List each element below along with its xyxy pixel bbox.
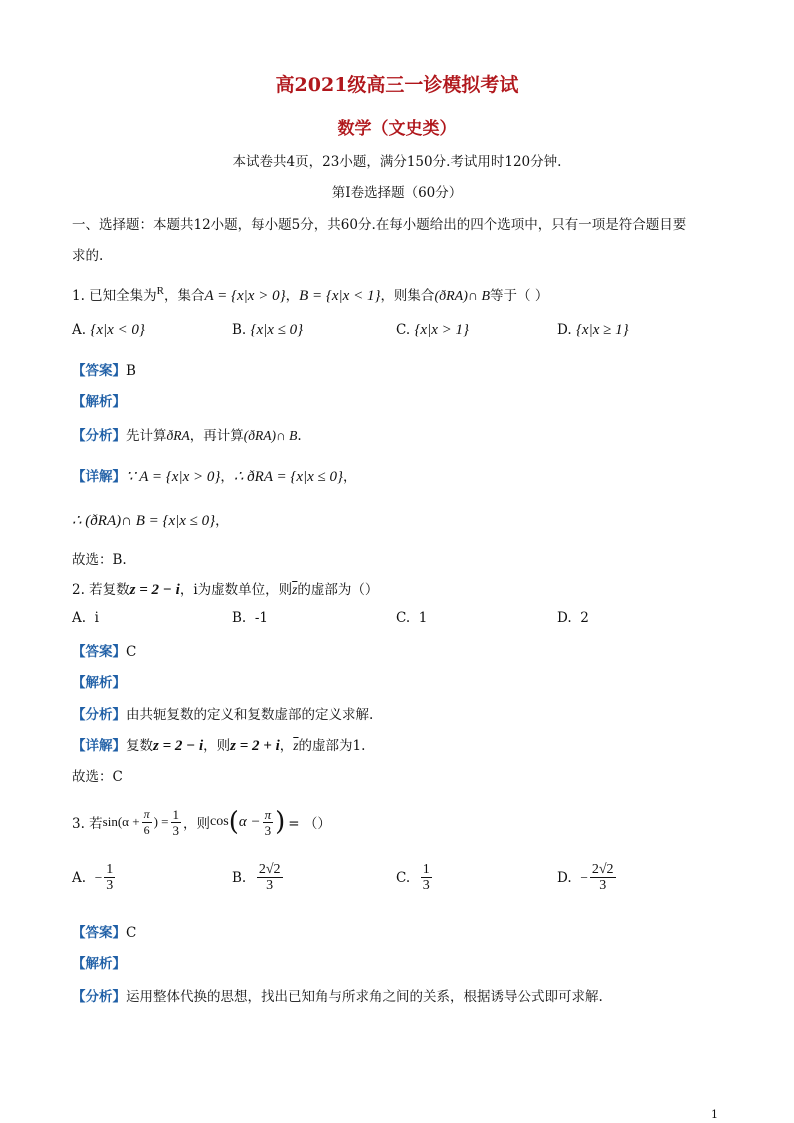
analysis-tag: 【解析】 bbox=[72, 675, 126, 691]
q3-sin-expression: sin(α + bbox=[102, 814, 140, 829]
fraction-denominator: 3 bbox=[266, 878, 274, 893]
option-text: -1 bbox=[254, 610, 268, 626]
q1-detail-m1: ∵ A = {x|x > 0} bbox=[126, 469, 221, 485]
q3-pi-over-six bbox=[142, 807, 152, 838]
q2-analysis-heading bbox=[72, 671, 126, 691]
q2-z-expression: z = 2 − i bbox=[129, 582, 180, 598]
q2-detail-m2: z = 2 + i bbox=[230, 738, 280, 754]
q1-detail2-end: ， bbox=[215, 513, 229, 529]
q1-fenxi-c: . bbox=[297, 428, 302, 444]
option-letter: B. bbox=[232, 322, 247, 338]
q3-option-b bbox=[232, 862, 285, 893]
option-text: {x|x < 0} bbox=[90, 322, 145, 338]
q3-option-d bbox=[557, 862, 618, 893]
option-letter: A. bbox=[72, 610, 87, 626]
q2-answer bbox=[72, 640, 136, 660]
q3-close-eq: ) = bbox=[153, 814, 169, 829]
xiangjie-tag: 【详解】 bbox=[72, 469, 126, 485]
q2-option-a bbox=[72, 610, 99, 626]
left-paren-icon: ( bbox=[228, 807, 239, 837]
q1-stem-d: 等于（ ） bbox=[490, 288, 549, 304]
q1-set-b: B = {x|x < 1} bbox=[299, 288, 381, 304]
fraction-denominator: 3 bbox=[106, 878, 114, 893]
q1-fenxi-m2: (ðRA)∩ B bbox=[243, 428, 298, 443]
answer-value: B bbox=[126, 363, 136, 379]
q1-option-a bbox=[72, 322, 145, 339]
q1-answer bbox=[72, 359, 136, 379]
option-letter: D. bbox=[557, 869, 572, 886]
q1-set-a: A = {x|x > 0} bbox=[204, 288, 286, 304]
option-letter: A. bbox=[72, 322, 87, 338]
analysis-tag: 【解析】 bbox=[72, 394, 126, 410]
option-letter: C. bbox=[396, 869, 411, 886]
q2-detail-b: ，则 bbox=[203, 738, 231, 754]
option-letter: D. bbox=[557, 610, 572, 626]
fraction-denominator: 3 bbox=[264, 822, 272, 838]
q1-expression: (ðRA)∩ B bbox=[434, 289, 491, 304]
option-sign: − bbox=[94, 869, 103, 885]
q3-option-c bbox=[396, 862, 434, 893]
fraction-numerator: 2√2 bbox=[591, 862, 614, 877]
option-text: {x|x > 1} bbox=[414, 322, 469, 338]
q2-option-d bbox=[557, 610, 589, 626]
answer-value: C bbox=[126, 925, 137, 941]
q2-stem-c: 的虚部为（） bbox=[297, 582, 379, 598]
q3-answer bbox=[72, 921, 136, 941]
q3-pi-over-three bbox=[263, 807, 274, 838]
q1-detail-end: ， bbox=[343, 469, 357, 485]
fraction-denominator: 3 bbox=[599, 878, 607, 893]
instructions-line-2: 求的. bbox=[72, 248, 104, 264]
instructions-line-1: 一、选择题：本题共12小题，每小题5分，共60分.在每小题给出的四个选项中，只有一项是符合题目要 bbox=[72, 217, 687, 233]
fraction-numerator: 1 bbox=[422, 862, 430, 877]
q1-stem-b: ，集合 bbox=[164, 288, 205, 304]
q1-choose: 故选：B. bbox=[72, 552, 127, 568]
q2-fenxi-text: 由共轭复数的定义和复数虚部的定义求解. bbox=[126, 707, 374, 723]
exam-info: 本试卷共4页，23小题，满分150分.考试用时120分钟. bbox=[232, 154, 562, 170]
q1-detail-m2: ∴ ðRA = {x|x ≤ 0} bbox=[233, 469, 344, 485]
option-fraction bbox=[421, 862, 432, 893]
q1-stem-c: ，则集合 bbox=[380, 288, 435, 304]
option-text: 1 bbox=[418, 610, 428, 626]
q2-option-c bbox=[396, 610, 427, 626]
fraction-denominator: 3 bbox=[422, 878, 430, 893]
fraction-numerator: 2√2 bbox=[258, 862, 281, 877]
answer-tag: 【答案】 bbox=[72, 644, 126, 660]
fenxi-tag: 【分析】 bbox=[72, 428, 126, 444]
q2-choose: 故选：C bbox=[72, 769, 123, 785]
page-number: 1 bbox=[711, 1108, 718, 1121]
q1-stem-a: 1. 已知全集为 bbox=[72, 288, 157, 304]
q2-stem-a: 2. 若复数 bbox=[72, 582, 130, 598]
right-paren-icon: ) bbox=[275, 807, 286, 837]
answer-tag: 【答案】 bbox=[72, 363, 126, 379]
q3-stem-a: 3. 若 bbox=[72, 816, 103, 832]
q3-alpha-minus: α − bbox=[238, 813, 261, 830]
answer-tag: 【答案】 bbox=[72, 925, 126, 941]
option-text: i bbox=[94, 610, 99, 626]
q3-option-a bbox=[72, 862, 117, 893]
fraction-numerator: 1 bbox=[172, 806, 180, 822]
option-letter: B. bbox=[232, 610, 247, 626]
q2-detail-m1: z = 2 − i bbox=[153, 738, 204, 754]
fraction-numerator: 1 bbox=[106, 862, 114, 877]
fraction-numerator: π bbox=[264, 806, 272, 822]
q2-detail-c: ， bbox=[279, 738, 294, 754]
q1-comma: ， bbox=[285, 288, 300, 304]
option-letter: B. bbox=[232, 869, 247, 886]
exam-subtitle: 数学（文史类） bbox=[337, 119, 457, 139]
q1-fenxi-a: 先计算 bbox=[126, 428, 167, 444]
question-2-stem bbox=[72, 578, 378, 599]
q1-detail-1 bbox=[72, 465, 357, 486]
q1-detail-sep: ， bbox=[220, 469, 234, 485]
fraction-denominator: 6 bbox=[143, 822, 150, 837]
option-text: {x|x ≤ 0} bbox=[250, 322, 304, 338]
q2-detail-a: 复数 bbox=[126, 738, 153, 754]
option-text: 2 bbox=[580, 610, 589, 626]
q1-option-c bbox=[396, 322, 469, 339]
question-3-stem bbox=[72, 800, 331, 844]
q2-zbar: $\overline{z}$ bbox=[292, 582, 298, 597]
analysis-tag: 【解析】 bbox=[72, 956, 126, 972]
answer-value: C bbox=[126, 644, 137, 660]
q1-detail-2 bbox=[72, 509, 229, 530]
q2-option-b bbox=[232, 610, 268, 626]
option-text: {x|x ≥ 1} bbox=[575, 322, 629, 338]
option-letter: C. bbox=[396, 610, 411, 626]
option-letter: A. bbox=[72, 869, 87, 886]
option-fraction bbox=[590, 862, 616, 893]
q1-fenxi-m1: ðRA bbox=[166, 428, 190, 443]
exam-title: 高2021级高三一诊模拟考试 bbox=[275, 74, 519, 96]
q1-option-d bbox=[557, 322, 629, 339]
q3-eq-paren: = （） bbox=[288, 816, 331, 832]
option-sign: − bbox=[580, 869, 588, 885]
fraction-denominator: 3 bbox=[172, 822, 180, 838]
option-letter: C. bbox=[396, 322, 411, 338]
fraction-numerator: π bbox=[143, 806, 150, 821]
option-fraction bbox=[257, 862, 283, 893]
fenxi-tag: 【分析】 bbox=[72, 989, 126, 1005]
option-letter: D. bbox=[557, 322, 572, 338]
q2-detail-d: 的虚部为1. bbox=[298, 738, 366, 754]
q3-one-third bbox=[171, 807, 182, 838]
q1-analysis-heading bbox=[72, 390, 126, 410]
section-heading: 第Ⅰ卷选择题（60分） bbox=[331, 185, 463, 201]
q2-detail-m3: $\overline{z}$ bbox=[293, 738, 299, 753]
q1-fenxi-b: ，再计算 bbox=[189, 428, 244, 444]
question-1-stem bbox=[72, 284, 548, 305]
q3-fenxi bbox=[72, 985, 603, 1005]
q1-universal-set: R bbox=[156, 285, 165, 297]
q3-fenxi-text: 运用整体代换的思想，找出已知角与所求角之间的关系，根据诱导公式即可求解. bbox=[126, 989, 603, 1005]
xiangjie-tag: 【详解】 bbox=[72, 738, 126, 754]
fenxi-tag: 【分析】 bbox=[72, 707, 126, 723]
q3-cos: cos bbox=[210, 814, 229, 829]
q1-detail2-m: ∴ (ðRA)∩ B = {x|x ≤ 0} bbox=[72, 513, 216, 529]
q1-option-b bbox=[232, 322, 303, 339]
q2-detail bbox=[72, 734, 365, 755]
q3-stem-b: ，则 bbox=[183, 816, 211, 832]
q2-fenxi bbox=[72, 703, 373, 723]
q1-fenxi bbox=[72, 424, 302, 444]
q3-analysis-heading bbox=[72, 952, 126, 972]
option-fraction bbox=[104, 862, 115, 893]
q2-stem-b: ，i为虚数单位，则 bbox=[179, 582, 293, 598]
